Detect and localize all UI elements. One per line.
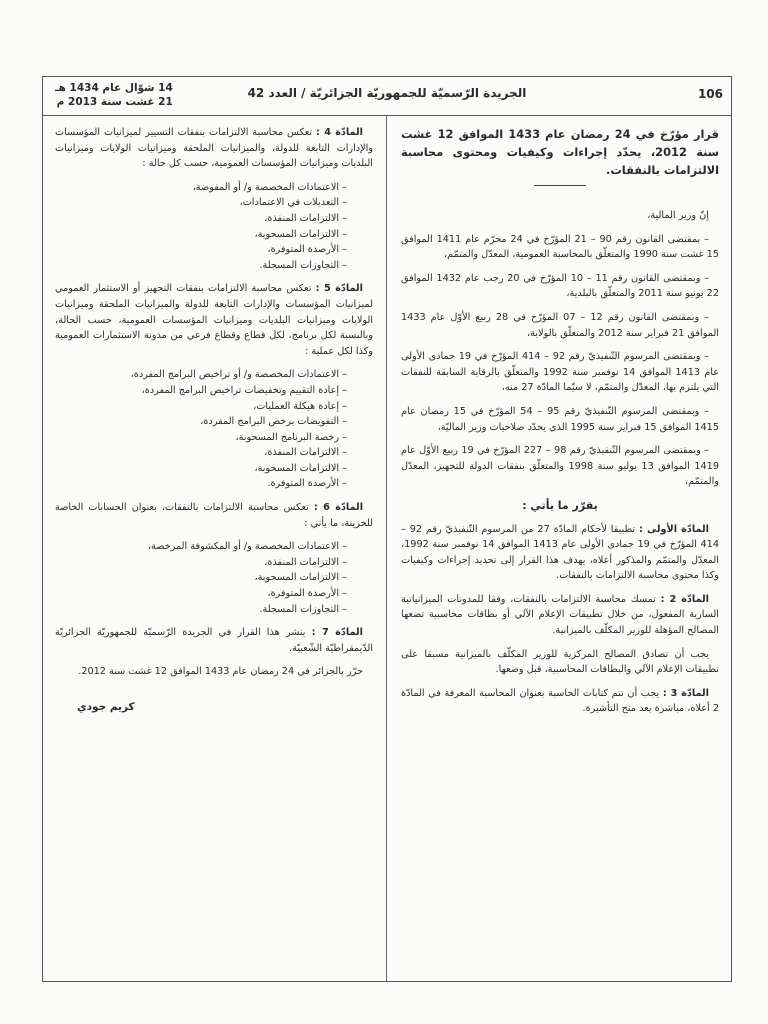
article-label: المادّة الأولى :: [638, 523, 709, 535]
list-item: – التجاوزات المسجلة.: [259, 603, 347, 615]
article-label: المادّة 4 :: [316, 127, 363, 138]
article-text: يجب أن تتم كتابات الحاسبة بعنوان المحاسبة المعرفة في المادّة 2 أعلاه، مباشرة بعد منح التأشيرة.: [401, 687, 719, 715]
list-item: – الأرصدة المتوفرة،: [267, 588, 347, 600]
column-divider: [386, 115, 387, 981]
list-item: – الالتزامات المسحوبة،: [254, 462, 347, 474]
right-column: [401, 125, 719, 725]
list-item: – الأرصدة المتوفرة،: [267, 244, 347, 256]
visa-paragraph: – وبمقتضى القانون رقم 11 – 10 المؤرّخ في 20 رجب عام 1432 الموافق 22 يونيو سنة 2011 والمتعلّق بالبلدية،: [401, 272, 719, 300]
title-rule: [534, 185, 586, 186]
article-text: ينشر هذا القرار في الجريدة الرّسميّة للجمهوريّة الجزائريّة الدّيمقراطيّة الشّعبيّة.: [55, 627, 373, 654]
article-3: [401, 686, 719, 717]
article-2-paragraph-2: يجب أن تصادق المصالح المركزية للوزير المكلّف بالميزانية مسبقا على تطبيقات الإعلام الآلي والبطاقات المحاسبية، قبل وضعها.: [401, 648, 719, 676]
list-item: – التجاوزات المسجلة.: [259, 259, 347, 271]
article-5-list: [55, 367, 373, 492]
list-item: – الالتزامات المنفذة،: [264, 556, 347, 568]
article-text: تعكس محاسبة الالتزامات بنفقات التجهيز أو الاستثمار العمومي لميزانيات المؤسسات والإدارات التابعة للدولة والميزانيات الملحقة وميزانيات الولايات وميزانيات البلديات وميزانيات المؤسسات العمومية، حسب الحالة، وبالنسبة لكل برنامج، لكل قطاع وقطاع فرعي من مدونة الاستثمارات العمومية وكذا لكل عملية :: [55, 283, 373, 357]
list-item: – الاعتمادات المخصصة و/ أو المكشوفة المرخصة،: [147, 541, 347, 553]
gregorian-date: 21 غشت سنة 2013 م: [56, 96, 173, 108]
hijri-date: 14 شوّال عام 1434 هـ: [55, 82, 173, 94]
article-label: المادّة 6 :: [313, 502, 364, 514]
list-item: – الاعتمادات المخصصة و/ أو المفوضة،: [192, 181, 347, 193]
signature: كريم جودي: [77, 701, 135, 713]
article-text: تعكس محاسبة الالتزامات بالنفقات، بعنوان الحسابات الخاصة للخزينة، ما يأتي :: [55, 502, 373, 529]
article-text: تطبيقا لأحكام المادّة 27 من المرسوم التّنفيذيّ رقم 92 – 414 المؤرّخ في 19 جمادى الأولى عام 1413 الموافق 14 نوفمبر سنة 1992، المعدّل والمتمّم والمذكور أعلاه، يهدف هذا القرار إلى تحديد إجراءات وكيفيات وكذا محتوى محاسبة الالتزامات بالنفقات.: [401, 523, 719, 582]
article-7: [55, 625, 373, 656]
page-frame: [42, 76, 732, 982]
list-item: – التعديلات في الاعتمادات،: [239, 197, 347, 209]
list-item: – إعادة التقييم وتخفيضات تراخيص البرامج المفردة،: [141, 384, 347, 396]
gazette-title: الجريدة الرّسميّة للجمهوريّة الجزائريّة / العدد 42: [247, 86, 527, 100]
page-number: 106: [697, 87, 723, 101]
list-item: – إعادة هيكلة العمليات،: [253, 400, 347, 412]
list-item: – الأرصدة المتوفرة.: [267, 478, 347, 490]
visa-paragraph: – وبمقتضى المرسوم التّنفيذيّ رقم 92 – 414 المؤرّخ في 19 جمادى الأولى عام 1413 الموافق 14 نوفمبر سنة 1992 والمتعلّق بالرقابة السابقة للنفقات التي يلتزم بها، المعدّل والمتمّم، لا سيّما المادّة 27 منه،: [401, 351, 720, 394]
article-label: المادّة 7 :: [311, 627, 363, 639]
page-header: [43, 77, 731, 116]
article-6-list: [55, 539, 373, 617]
article-1: [401, 522, 719, 584]
decree-title: قرار مؤرّخ في 24 رمضان عام 1433 الموافق 12 غشت سنة 2012، يحدّد إجراءات وكيفيات ومحتوى محاسبة الالتزامات بالنفقات.: [401, 127, 720, 177]
list-item: – الاعتمادات المخصصة و/ أو تراخيص البرامج المفردة،: [130, 369, 347, 381]
article-label: المادّة 2 :: [660, 593, 709, 605]
list-item: – التفويضات برخص البرامج المفردة،: [200, 416, 347, 428]
article-5: [55, 281, 373, 359]
article-text: تمسك محاسبة الالتزامات بالنفقات، وفقا للمدونات الميزانياتية السارية المفعول، من خلال تطبيقات الإعلام الآلي أو بطاقات محاسبية تضعها المصالح المؤهلة للوزير المكلّف بالميزانية.: [401, 593, 719, 637]
done-at: حرّر بالجزائر في 24 رمضان عام 1433 الموافق 12 غشت سنة 2012.: [78, 666, 363, 678]
article-4: [55, 125, 373, 172]
article-label: المادّة 5 :: [315, 283, 363, 295]
minister-line: إنّ وزير المالية،: [647, 210, 709, 221]
visa-paragraph: – بمقتضى القانون رقم 90 – 21 المؤرّخ في 24 محرّم عام 1411 الموافق 15 غشت سنة 1990 والمتعلّق بالمحاسبة العمومية، المعدّل والمتمّم،: [401, 233, 719, 261]
list-item: – الالتزامات المسحوبة،: [254, 572, 347, 584]
list-item: – رخصة البرنامج المسحوبة،: [235, 431, 347, 443]
visa-paragraph: – وبمقتضى القانون رقم 12 – 07 المؤرّخ في 28 ربيع الأوّل عام 1433 الموافق 21 فبراير سنة 2012 والمتعلّق بالولاية،: [401, 311, 719, 339]
article-text: تعكس محاسبة الالتزامات بنفقات التسيير لميزانيات المؤسسات والإدارات التابعة للدولة، والميزانيات الملحقة وميزانيات الولايات وميزانيات البلديات وميزانيات المؤسسات العمومية، حسب كل حالة :: [55, 127, 373, 170]
decides-heading: يقرّر ما يأتي :: [522, 498, 598, 512]
list-item: – الالتزامات المنفذة،: [264, 447, 347, 459]
visa-paragraph: – وبمقتضى المرسوم التّنفيذيّ رقم 98 – 227 المؤرّخ في 19 ربيع الأوّل عام 1419 الموافق 13 يوليو سنة 1998 والمتعلّق بنفقات الدولة للتجهيز، المعدّل والمتمّم،: [401, 445, 719, 488]
article-6: [55, 500, 373, 531]
article-4-list: [55, 180, 373, 274]
issue-date: [55, 81, 173, 109]
list-item: – الالتزامات المسحوبة،: [254, 228, 347, 240]
left-column: [55, 125, 373, 716]
article-label: المادّة 3 :: [662, 687, 709, 699]
visa-paragraph: – وبمقتضى المرسوم التّنفيذيّ رقم 95 – 54 المؤرّخ في 15 رمضان عام 1415 الموافق 15 فبراير سنة 1995 الذي يحدّد صلاحيات وزير الماليّة،: [401, 405, 719, 433]
article-2: [401, 592, 719, 639]
list-item: – الالتزامات المنفذة،: [264, 212, 347, 224]
